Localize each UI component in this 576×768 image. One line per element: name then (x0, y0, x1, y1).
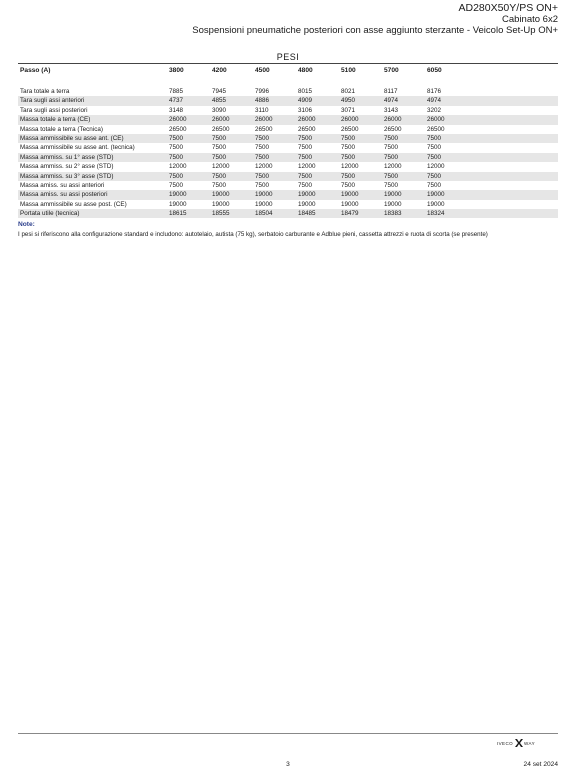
table-row (18, 96, 558, 105)
table-cell: 4950 (341, 97, 356, 105)
row-label: Tara sugli assi posteriori (20, 106, 88, 114)
table-cell: 7500 (427, 153, 442, 161)
table-cell: 7500 (212, 134, 227, 142)
table-cell: 7500 (427, 181, 442, 189)
table-cell: 26000 (427, 116, 445, 124)
table-cell: 7996 (255, 88, 270, 95)
table-row (18, 143, 558, 152)
table-cell: 3106 (298, 106, 313, 114)
table-row (18, 190, 558, 199)
table-cell: 7500 (255, 134, 270, 142)
table-cell: 26000 (384, 116, 402, 124)
row-label: Tara totale a terra (20, 88, 70, 95)
table-cell: 7500 (255, 172, 270, 180)
table-cell: 7500 (384, 134, 399, 142)
table-row (18, 181, 558, 190)
table-cell: 7500 (169, 134, 184, 142)
row-label: Tara sugli assi anteriori (20, 97, 85, 105)
logo-right-text: WAY (524, 740, 535, 746)
table-row (18, 153, 558, 162)
table-cell: 7500 (427, 144, 442, 152)
header-model: AD280X50Y/PS ON+ (458, 2, 558, 14)
table-cell: 18555 (212, 210, 230, 218)
header-subtitle: Sospensioni pneumatiche posteriori con asse aggiunto sterzante - Veicolo Set-Up ON+ (192, 25, 558, 36)
table-cell: 18504 (255, 210, 273, 218)
table-cell: 3071 (341, 106, 356, 114)
table-cell: 19000 (212, 191, 230, 199)
table-cell: 4855 (212, 97, 227, 105)
table-row (18, 172, 558, 181)
table-cell: 19000 (255, 200, 273, 208)
table-cell: 19000 (169, 191, 187, 199)
column-header: 4200 (212, 67, 227, 74)
table-cell: 7500 (384, 181, 399, 189)
table-cell: 7500 (298, 134, 313, 142)
column-header: 4500 (255, 67, 270, 74)
column-header: 4800 (298, 67, 313, 74)
table-cell: 7500 (169, 153, 184, 161)
table-cell: 19000 (341, 200, 359, 208)
table-cell: 12000 (212, 163, 230, 171)
table-cell: 7500 (255, 144, 270, 152)
table-cell: 7500 (341, 134, 356, 142)
row-label: Massa ammissibile su asse post. (CE) (20, 200, 127, 208)
row-label: Massa amiss. su assi anteriori (20, 181, 105, 189)
table-cell: 4886 (255, 97, 270, 105)
table-row (18, 87, 558, 96)
table-row (18, 200, 558, 209)
table-cell: 19000 (384, 191, 402, 199)
table-cell: 7500 (169, 144, 184, 152)
table-cell: 12000 (427, 163, 445, 171)
table-cell: 3143 (384, 106, 399, 114)
table-cell: 26500 (341, 125, 359, 133)
table-cell: 26500 (427, 125, 445, 133)
row-label: Massa amiss. su assi posteriori (20, 191, 108, 199)
table-cell: 7945 (212, 88, 227, 95)
notes-text: I pesi si riferiscono alla configurazione standard e includono: autotelaio, autista (75 kg), serbatoio carburante e Adblue pieni, cassetta attrezzi e ruota di scorta (se presente) (18, 231, 488, 238)
table-cell: 8176 (427, 88, 442, 95)
table-cell: 4974 (427, 97, 442, 105)
table-cell: 4909 (298, 97, 313, 105)
table-row (18, 106, 558, 115)
table-cell: 3202 (427, 106, 442, 114)
table-cell: 7500 (169, 172, 184, 180)
row-label: Massa ammiss. su 3° asse (STD) (20, 172, 114, 180)
row-label: Massa totale a terra (CE) (20, 116, 91, 124)
column-header: 6050 (427, 67, 442, 74)
table-cell: 19000 (169, 200, 187, 208)
table-cell: 4974 (384, 97, 399, 105)
table-cell: 19000 (384, 200, 402, 208)
row-label: Massa ammissibile su asse ant. (CE) (20, 134, 124, 142)
table-cell: 7500 (427, 134, 442, 142)
table-cell: 7500 (384, 172, 399, 180)
brand-logo (497, 739, 535, 747)
x-logo-icon (514, 739, 523, 747)
table-cell: 26500 (384, 125, 402, 133)
table-header-row (18, 64, 558, 78)
table-cell: 26500 (255, 125, 273, 133)
table-cell: 26500 (169, 125, 187, 133)
column-header: 5100 (341, 67, 356, 74)
table-cell: 3090 (212, 106, 227, 114)
table-cell: 26500 (298, 125, 316, 133)
table-cell: 7500 (255, 181, 270, 189)
table-cell: 3148 (169, 106, 184, 114)
weights-table (18, 64, 558, 218)
table-cell: 7500 (384, 153, 399, 161)
table-cell: 26500 (212, 125, 230, 133)
table-row (18, 134, 558, 143)
table-cell: 7500 (298, 153, 313, 161)
table-cell: 18479 (341, 210, 359, 218)
table-cell: 7500 (341, 144, 356, 152)
table-cell: 7500 (212, 153, 227, 161)
row-label: Massa totale a terra (Tecnica) (20, 125, 103, 133)
table-cell: 26000 (298, 116, 316, 124)
table-cell: 26000 (212, 116, 230, 124)
column-header: 5700 (384, 67, 399, 74)
table-cell: 12000 (341, 163, 359, 171)
table-cell: 19000 (298, 200, 316, 208)
table-cell: 7500 (255, 153, 270, 161)
table-row (18, 162, 558, 171)
row-label: Massa ammiss. su 2° asse (STD) (20, 163, 114, 171)
table-cell: 19000 (212, 200, 230, 208)
table-cell: 26000 (255, 116, 273, 124)
table-cell: 8015 (298, 88, 313, 95)
table-cell: 18615 (169, 210, 187, 218)
row-label: Massa ammissibile su asse ant. (tecnica) (20, 144, 135, 152)
table-cell: 19000 (255, 191, 273, 199)
table-cell: 12000 (384, 163, 402, 171)
table-row (18, 209, 558, 218)
table-cell: 7885 (169, 88, 184, 95)
table-cell: 18485 (298, 210, 316, 218)
column-header: 3800 (169, 67, 184, 74)
table-cell: 19000 (341, 191, 359, 199)
table-cell: 7500 (298, 172, 313, 180)
table-cell: 12000 (298, 163, 316, 171)
table-cell: 7500 (341, 153, 356, 161)
logo-left-text: IVECO (497, 740, 514, 746)
row-label: Massa ammiss. su 1° asse (STD) (20, 153, 114, 161)
table-cell: 7500 (298, 181, 313, 189)
table-cell: 26000 (169, 116, 187, 124)
table-spacer (18, 78, 558, 87)
footer-date: 24 set 2024 (523, 761, 558, 768)
table-cell: 26000 (341, 116, 359, 124)
table-cell: 19000 (298, 191, 316, 199)
table-cell: 12000 (169, 163, 187, 171)
table-cell: 18324 (427, 210, 445, 218)
table-cell: 19000 (427, 191, 445, 199)
section-title: PESI (276, 52, 300, 62)
table-cell: 8021 (341, 88, 356, 95)
table-cell: 7500 (212, 144, 227, 152)
table-cell: 7500 (384, 144, 399, 152)
table-cell: 7500 (169, 181, 184, 189)
table-cell: 7500 (212, 172, 227, 180)
page-number: 3 (286, 761, 290, 768)
notes-title: Note: (18, 221, 35, 228)
row-label: Portata utile (tecnica) (20, 210, 80, 218)
table-row (18, 125, 558, 134)
table-cell: 12000 (255, 163, 273, 171)
table-cell: 19000 (427, 200, 445, 208)
table-cell: 8117 (384, 88, 398, 95)
table-cell: 7500 (341, 181, 356, 189)
table-row (18, 115, 558, 124)
table-cell: 7500 (298, 144, 313, 152)
header-cab: Cabinato 6x2 (502, 14, 558, 25)
header-label: Passo (A) (20, 67, 51, 74)
table-cell: 4737 (169, 97, 184, 105)
footer-divider (18, 733, 558, 734)
table-cell: 7500 (212, 181, 227, 189)
table-cell: 3110 (255, 106, 269, 114)
table-cell: 18383 (384, 210, 402, 218)
table-cell: 7500 (427, 172, 442, 180)
table-cell: 7500 (341, 172, 356, 180)
